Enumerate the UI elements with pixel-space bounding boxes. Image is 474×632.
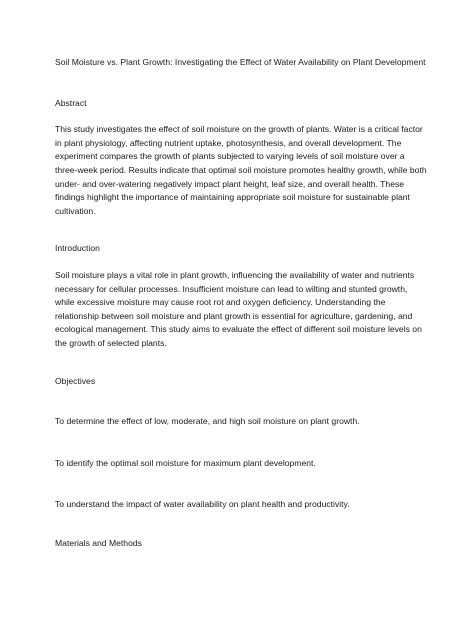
abstract-body: This study investigates the effect of soil moisture on the growth of plants. Water is a critical factor in plant physiology, affecting nutrient uptake, photosynthesis, and overall development. The experiment compares the growth of plants subjected to varying levels of soil moisture over a three-week period. Results indicate that optimal soil moisture promotes healthy growth, while both under- and over-watering negatively impact plant height, leaf size, and overall health. These findings highlight the importance of maintaining appropriate soil moisture for sustainable plant cultivation. [55,124,427,216]
spacer [55,351,427,375]
spacer [55,256,427,269]
spacer [55,429,427,457]
introduction-body: Soil moisture plays a vital role in plant growth, influencing the availability of water and nutrients necessary for cellular processes. Insufficient moisture can lead to wilting and stunted growth, while excessive moisture may cause root rot and oxygen deficiency. Understanding the relationship between soil moisture and plant growth is essential for agriculture, gardening, and ecological management. This study aims to evaluate the effect of different soil moisture levels on the growth of selected plants. [55,269,422,348]
document-title: Soil Moisture vs. Plant Growth: Investigating the Effect of Water Availability on Plant Development [55,57,426,67]
objective-item: To understand the impact of water availability on plant health and productivity. [55,499,350,510]
spacer [55,470,427,498]
spacer [55,388,427,415]
abstract-heading: Abstract [55,97,87,108]
materials-methods-heading: Materials and Methods [55,537,142,548]
introduction-heading: Introduction [55,243,100,254]
document-content [55,56,427,550]
spacer [55,512,427,537]
spacer [55,218,427,242]
objectives-heading: Objectives [55,375,96,386]
objective-item: To identify the optimal soil moisture for maximum plant development. [55,457,316,468]
objective-item: To determine the effect of low, moderate, and high soil moisture on plant growth. [55,416,360,427]
spacer [55,110,427,123]
spacer [55,70,427,97]
